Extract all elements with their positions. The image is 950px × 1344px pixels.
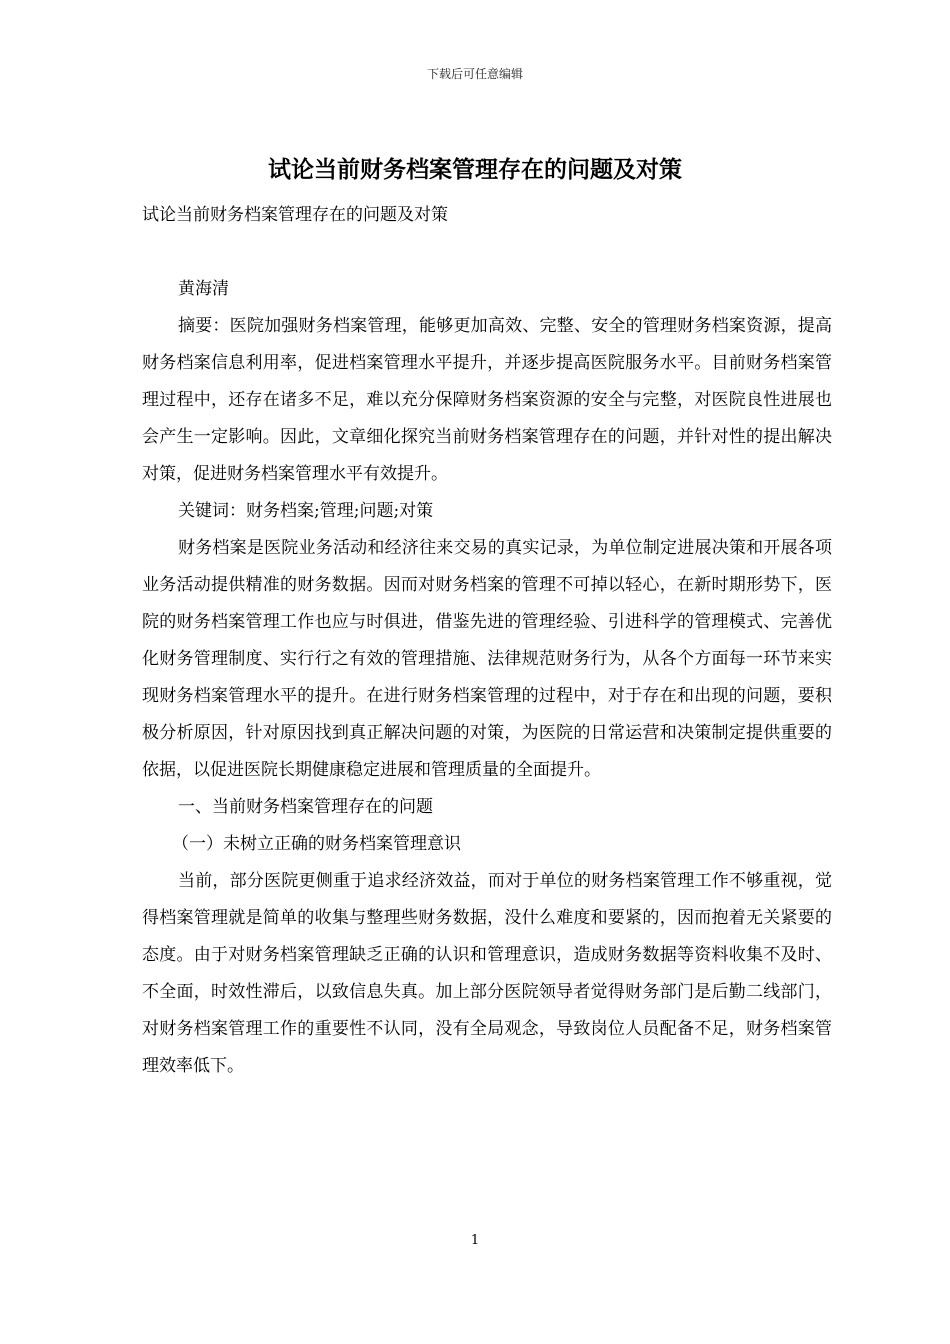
page-header-note: 下载后可任意编辑 (426, 67, 523, 81)
document-body (142, 197, 832, 1085)
author-name: 黄海清 (178, 279, 229, 299)
section-heading-1: 一、当前财务档案管理存在的问题 (178, 797, 433, 817)
intro-paragraph: 财务档案是医院业务活动和经济往来交易的真实记录，为单位制定进展决策和开展各项业务活动提供精准的财务数据。因而对财务档案的管理不可掉以轻心，在新时期形势下，医院的财务档案管理工作也应与时俱进，借鉴先进的管理经验、引进科学的管理模式、完善优化财务管理制度、实行行之有效的管理措施、法律规范财务行为，从各个方面每一环节来实现财务档案管理水平的提升。在进行财务档案管理的过程中，对于存在和出现的问题，要积极分析原因，针对原因找到真正解决问题的对策，为医院的日常运营和决策制定提供重要的依据，以促进医院长期健康稳定进展和管理质量的全面提升。 (142, 538, 832, 780)
subsection-1-paragraph: 当前，部分医院更侧重于追求经济效益，而对于单位的财务档案管理工作不够重视，觉得档案管理就是简单的收集与整理些财务数据，没什么难度和要紧的，因而抱着无关紧要的态度。由于对财务档案管理缺乏正确的认识和管理意识，造成财务数据等资料收集不及时、不全面，时效性滞后，以致信息失真。加上部分医院领导者觉得财务部门是后勤二线部门，对财务档案管理工作的重要性不认同，没有全局观念，导致岗位人员配备不足，财务档案管理效率低下。 (142, 871, 832, 1076)
abstract-paragraph: 摘要：医院加强财务档案管理，能够更加高效、完整、安全的管理财务档案资源，提高财务档案信息利用率，促进档案管理水平提升，并逐步提高医院服务水平。目前财务档案管理过程中，还存在诸多不足，难以充分保障财务档案资源的安全与完整，对医院良性进展也会产生一定影响。因此，文章细化探究当前财务档案管理存在的问题，并针对性的提出解决对策，促进财务档案管理水平有效提升。 (142, 316, 832, 484)
document-subtitle: 试论当前财务档案管理存在的问题及对策 (142, 205, 448, 225)
subsection-heading-1: （一）未树立正确的财务档案管理意识 (172, 834, 461, 854)
keywords-line: 关键词：财务档案;管理;问题;对策 (178, 501, 434, 521)
page-number: 1 (470, 1233, 480, 1248)
document-title: 试论当前财务档案管理存在的问题及对策 (268, 156, 682, 183)
